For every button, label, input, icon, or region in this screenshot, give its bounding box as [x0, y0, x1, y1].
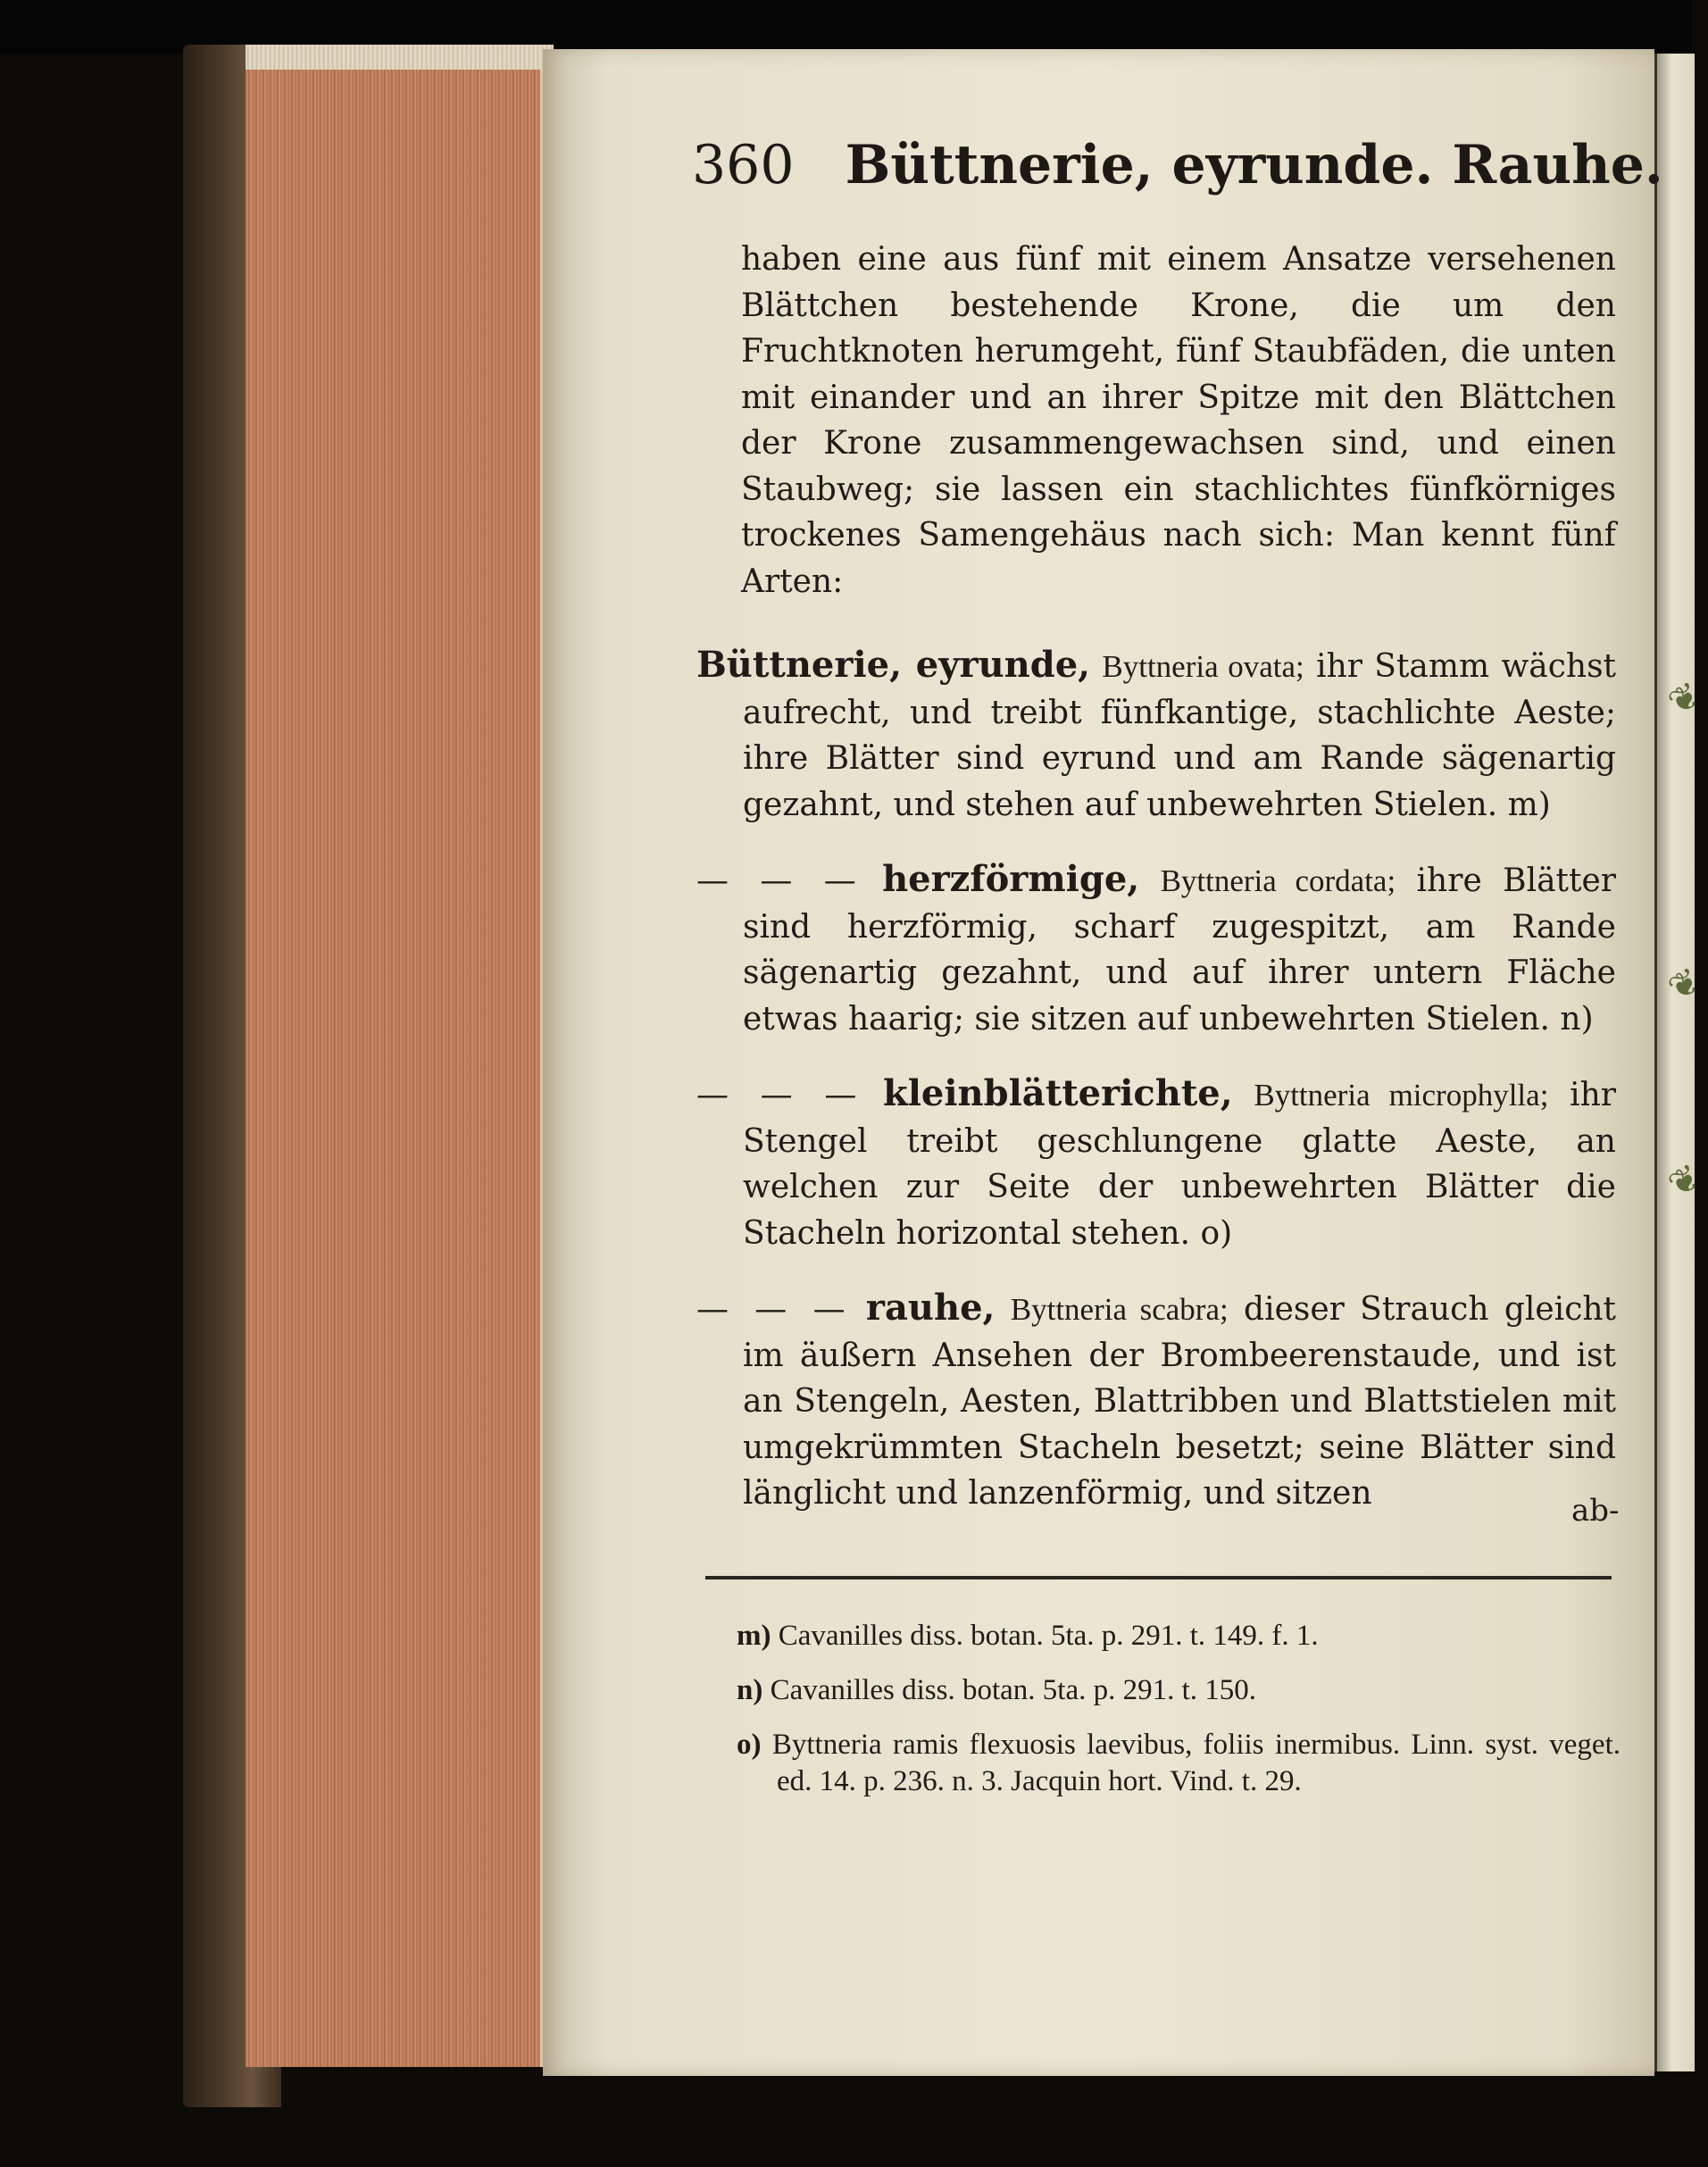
- entry-latin-name: Byttneria cordata;: [1160, 863, 1396, 898]
- running-title: Büttnerie, eyrunde. Rauhe.: [845, 134, 1663, 196]
- running-header: [692, 134, 1663, 196]
- footnote: [737, 1618, 1621, 1654]
- entry-term: kleinblätterichte,: [883, 1072, 1233, 1114]
- footnote-marker: m): [737, 1620, 771, 1652]
- entry-microphylla: [696, 1071, 1616, 1256]
- footnote: [737, 1672, 1621, 1709]
- leaf-icon: ❦: [1661, 959, 1708, 1011]
- footnote-text: Cavanilles diss. botan. 5ta. p. 291. t. 149. f. 1.: [778, 1620, 1319, 1652]
- entry-latin-name: Byttneria microphylla;: [1254, 1078, 1549, 1113]
- leaf-icon: ❦: [1661, 673, 1708, 725]
- page-edges-top: [246, 45, 554, 70]
- footnote: [737, 1727, 1621, 1800]
- entry-description: ihr Stamm wächst aufrecht, und treibt fünfkantige, stachlichte Aeste; ihre Blätter sind eyrund und am Rande sägenartig gezahnt, und stehen auf unbewehrten Stielen. m): [743, 648, 1617, 823]
- footnote-rule: [705, 1576, 1612, 1579]
- entry-latin-name: Byttneria ovata;: [1102, 649, 1304, 684]
- main-text: [696, 237, 1616, 1546]
- page-edges: [246, 49, 546, 2067]
- entry-cordata: [696, 856, 1616, 1042]
- catchword: ab-: [1571, 1493, 1620, 1529]
- entry-term: rauhe,: [865, 1287, 996, 1329]
- entry-lead-dashes: — — —: [696, 1077, 862, 1113]
- entry-description: ihre Blätter sind herzförmig, scharf zugespitzt, am Rande sägenartig gezahnt, und auf ihrer untern Fläche etwas haarig; sie sitzen auf unbewehrten Stielen. n): [743, 863, 1616, 1038]
- entry-lead-dashes: — — —: [696, 1291, 851, 1328]
- entry-term: herzförmige,: [882, 858, 1140, 900]
- footnotes: [737, 1618, 1621, 1818]
- footnote-text: Byttneria ramis flexuosis laevibus, foliis inermibus. Linn. syst. veget. ed. 14. p. 236. n. 3. Jacquin hort. Vind. t. 29.: [771, 1729, 1621, 1797]
- footnote-marker: n): [737, 1674, 763, 1706]
- leaf-icon: ❦: [1661, 1155, 1708, 1207]
- intro-paragraph: haben eine aus fünf mit einem Ansatze versehenen Blättchen bestehende Krone, die um den Fruchtknoten herumgeht, fünf Staubfäden, die unten mit einander und an ihrer Spitze mit den Blättchen der Krone zusammengewachsen sind, und einen Staubweg; sie lassen ein stachlichtes fünfkörniges trockenes Samengehäus nach sich: Man kennt fünf Arten:: [741, 241, 1616, 600]
- entry-description: ihr Stengel treibt geschlungene glatte Aeste, an welchen zur Seite der unbewehrten Blätter die Stacheln horizontal stehen. o): [743, 1077, 1617, 1252]
- page-number: 360: [692, 134, 795, 196]
- entry-term: Büttnerie, eyrunde,: [696, 644, 1091, 686]
- entry-lead-dashes: — — —: [696, 863, 862, 899]
- facing-page-edge: [1654, 54, 1695, 2071]
- entry-description: dieser Strauch gleicht im äußern Ansehen der Brombeerenstaude, und ist an Stengeln, Aesten, Blattribben und Blattstielen mit umgekrümmten Stacheln besetzt; seine Blätter sind länglicht und lanzenförmig, und sitzen: [743, 1291, 1617, 1512]
- footnote-marker: o): [737, 1729, 762, 1761]
- entry-scabra: [696, 1285, 1616, 1517]
- entry-ovata: [696, 642, 1616, 828]
- entry-latin-name: Byttneria scabra;: [1010, 1292, 1229, 1327]
- footnote-text: Cavanilles diss. botan. 5ta. p. 291. t. 150.: [770, 1674, 1257, 1706]
